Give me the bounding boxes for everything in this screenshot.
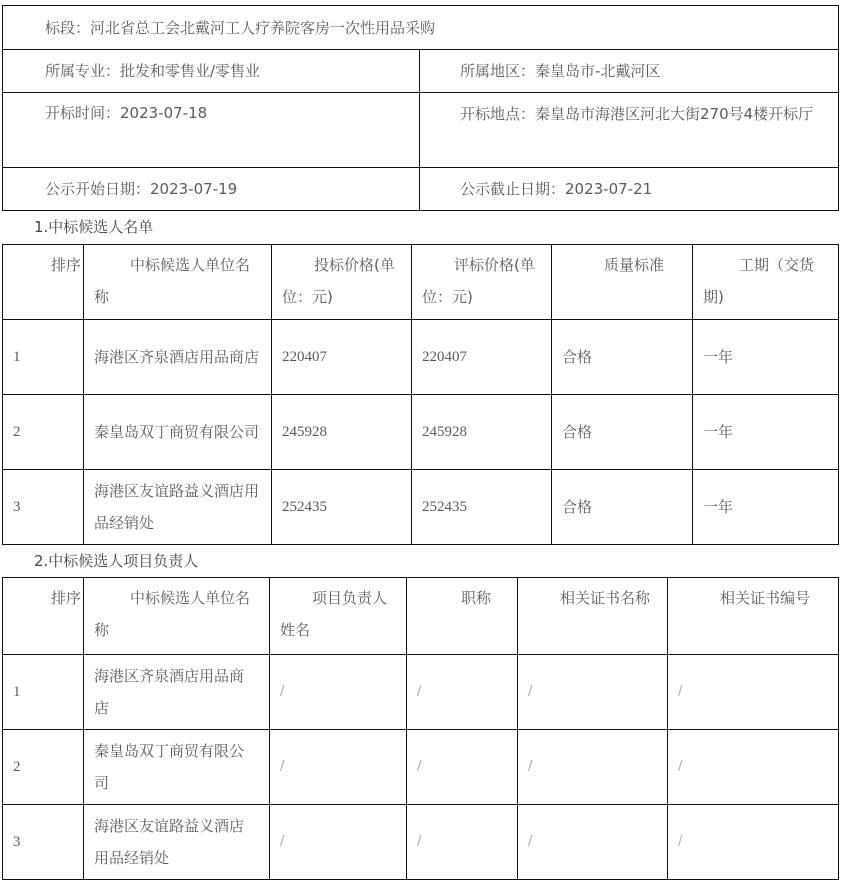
tender-open-place: 开标地点：秦皇岛市海港区河北大街270号4楼开标厅 <box>420 93 839 168</box>
cell-cert-no: / <box>668 655 839 730</box>
managers-section-title: 2.中标候选人项目负责人 <box>34 552 199 570</box>
cell-period: 一年 <box>693 395 839 470</box>
cell-quality: 合格 <box>552 395 693 470</box>
cell-eval-price: 252435 <box>412 470 552 545</box>
cell-bid-price: 252435 <box>272 470 412 545</box>
cell-manager-name: / <box>270 805 407 880</box>
cell-unit-name: 海港区齐泉酒店用品商店 <box>84 320 272 395</box>
cell-rank: 2 <box>3 395 84 470</box>
table-row <box>3 320 839 395</box>
cell-cert-name: / <box>518 655 668 730</box>
cell-title: / <box>407 805 518 880</box>
cell-eval-price: 220407 <box>412 320 552 395</box>
cell-bid-price: 220407 <box>272 320 412 395</box>
cell-cert-name: / <box>518 730 668 805</box>
tender-major: 所属专业：批发和零售业/零售业 <box>3 50 420 93</box>
tender-section: 标段：河北省总工会北戴河工人疗养院客房一次性用品采购 <box>3 6 839 50</box>
cell-cert-name: / <box>518 805 668 880</box>
cell-unit-name: 海港区友谊路益义酒店用品经销处 <box>84 805 270 880</box>
cell-title: / <box>407 655 518 730</box>
cell-rank: 1 <box>3 655 84 730</box>
tender-open-time: 开标时间：2023-07-18 <box>3 93 420 168</box>
header-manager-name: 项目负责人姓名 <box>270 578 407 655</box>
cell-rank: 3 <box>3 805 84 880</box>
header-quality: 质量标准 <box>552 245 693 320</box>
cell-cert-no: / <box>668 730 839 805</box>
cell-bid-price: 245928 <box>272 395 412 470</box>
tender-info-table <box>2 5 839 211</box>
header-eval-price: 评标价格(单位：元) <box>412 245 552 320</box>
table-row <box>3 730 839 805</box>
notice-end-date: 公示截止日期：2023-07-21 <box>420 168 839 211</box>
cell-rank: 3 <box>3 470 84 545</box>
cell-eval-price: 245928 <box>412 395 552 470</box>
header-unit-name: 中标候选人单位名称 <box>84 578 270 655</box>
header-period: 工期（交货期) <box>693 245 839 320</box>
candidates-section-title: 1.中标候选人名单 <box>34 218 154 236</box>
table-header-row <box>3 578 839 655</box>
cell-period: 一年 <box>693 470 839 545</box>
header-cert-no: 相关证书编号 <box>668 578 839 655</box>
cell-unit-name: 秦皇岛双丁商贸有限公司 <box>84 730 270 805</box>
table-row <box>3 395 839 470</box>
cell-quality: 合格 <box>552 320 693 395</box>
candidates-table <box>2 244 839 545</box>
cell-quality: 合格 <box>552 470 693 545</box>
cell-rank: 1 <box>3 320 84 395</box>
tender-region: 所属地区：秦皇岛市-北戴河区 <box>420 50 839 93</box>
table-header-row <box>3 245 839 320</box>
header-rank: 排序 <box>3 245 84 320</box>
header-title: 职称 <box>407 578 518 655</box>
header-unit-name: 中标候选人单位名称 <box>84 245 272 320</box>
cell-unit-name: 秦皇岛双丁商贸有限公司 <box>84 395 272 470</box>
table-row <box>3 470 839 545</box>
cell-cert-no: / <box>668 805 839 880</box>
header-cert-name: 相关证书名称 <box>518 578 668 655</box>
cell-title: / <box>407 730 518 805</box>
cell-unit-name: 海港区友谊路益义酒店用品经销处 <box>84 470 272 545</box>
header-bid-price: 投标价格(单位：元) <box>272 245 412 320</box>
cell-manager-name: / <box>270 730 407 805</box>
cell-period: 一年 <box>693 320 839 395</box>
cell-unit-name: 海港区齐泉酒店用品商店 <box>84 655 270 730</box>
header-rank: 排序 <box>3 578 84 655</box>
cell-rank: 2 <box>3 730 84 805</box>
managers-table <box>2 577 839 880</box>
table-row <box>3 655 839 730</box>
cell-manager-name: / <box>270 655 407 730</box>
table-row <box>3 805 839 880</box>
notice-start-date: 公示开始日期：2023-07-19 <box>3 168 420 211</box>
